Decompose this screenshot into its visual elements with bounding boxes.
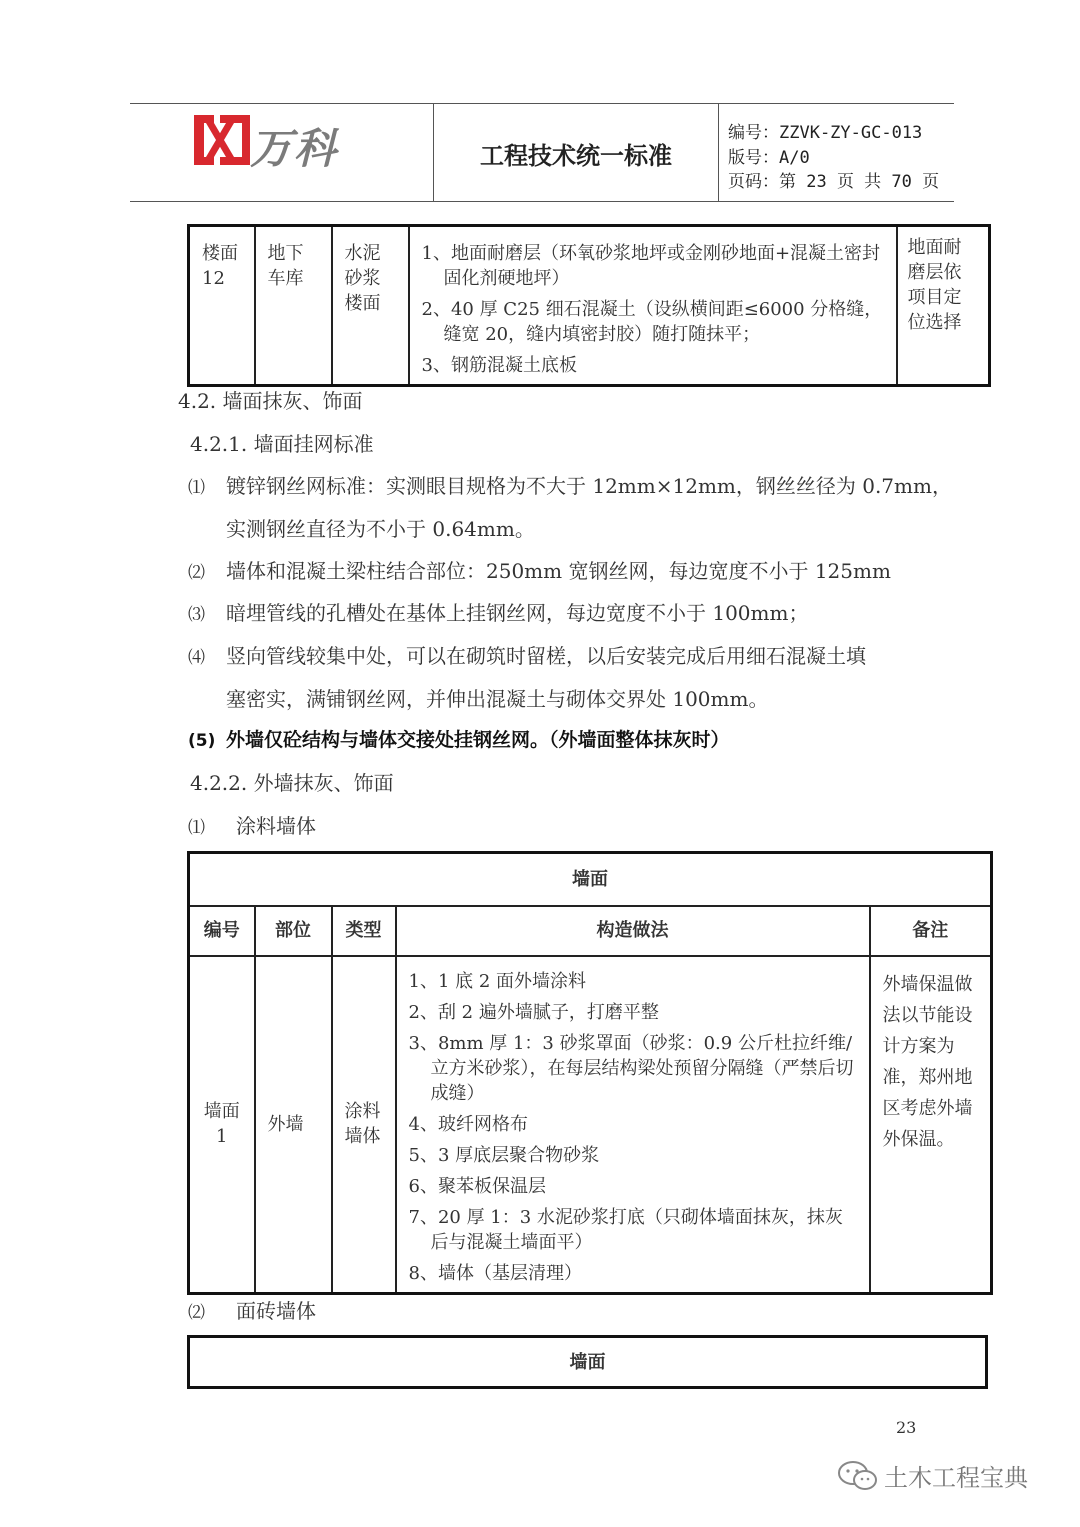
cell-no: 楼面 12 — [189, 226, 255, 386]
method-step: 2、刮 2 遍外墙腻子，打磨平整 — [408, 1001, 659, 1023]
column-header: 构造做法 — [396, 906, 870, 956]
list-text: 暗埋管线的孔槽处在基体上挂钢丝网，每边宽度不小于 100mm； — [226, 601, 809, 625]
list-number: (5) — [188, 731, 216, 751]
method-step: 3、钢筋混凝土底板 — [421, 355, 577, 376]
list-item — [188, 597, 808, 626]
list-item-bold — [188, 725, 730, 752]
column-header: 编号 — [189, 906, 255, 956]
vanke-logo-icon — [192, 113, 254, 167]
list-number: ⑴ — [188, 818, 205, 838]
list-text: 竖向管线较集中处，可以在砌筑时留槎，以后安装完成后用细石混凝土填 — [226, 644, 866, 668]
method-step: 3、8mm 厚 1：3 砂浆罩面（砂浆：0.9 公斤杜拉纤维/立方米砂浆），在每层结构梁处预留分隔缝（严禁后切成缝） — [408, 1032, 854, 1104]
list-item — [188, 470, 952, 499]
method-step: 4、玻纤网格布 — [408, 1113, 528, 1135]
column-header: 备注 — [870, 906, 992, 956]
header-top-rule — [130, 103, 954, 104]
list-number: ⑷ — [188, 648, 205, 668]
list-text: 墙体和混凝土梁柱结合部位：250mm 宽钢丝网，每边宽度不小于 125mm — [226, 559, 891, 583]
cell-method — [396, 956, 870, 1294]
list-item — [188, 640, 866, 669]
table-title: 墙面 — [189, 853, 992, 906]
cell-part: 地下 车库 — [255, 226, 332, 386]
doc-number: 编号：ZZVK-ZY-GC-013 — [728, 123, 923, 143]
wechat-icon — [836, 1458, 880, 1494]
subsection-title: 涂料墙体 — [236, 814, 316, 838]
table-title-row — [189, 1337, 987, 1388]
list-text: 外墙仅砼结构与墙体交接处挂钢丝网。（外墙面整体抹灰时） — [226, 729, 730, 751]
version: 版号：A/0 — [728, 148, 810, 168]
cell-note: 外墙保温做法以节能设计方案为准，郑州地区考虑外墙外保温。 — [870, 956, 992, 1294]
table-title-row — [189, 853, 992, 906]
cell-method — [409, 226, 897, 386]
subsection-title: 面砖墙体 — [236, 1299, 316, 1323]
column-header: 类型 — [332, 906, 396, 956]
method-step: 2、40 厚 C25 细石混凝土（设纵横间距≤6000 分格缝，缝宽 20，缝内填密封胶）随打随抹平； — [421, 299, 883, 345]
table-row — [189, 956, 992, 1294]
subsection-heading — [188, 810, 316, 839]
column-header: 部位 — [255, 906, 332, 956]
subsection-heading — [188, 1295, 316, 1324]
list-item — [188, 555, 891, 584]
cell-note: 地面耐 磨层依 项目定 位选择 — [897, 226, 990, 386]
method-step: 8、墙体（基层清理） — [408, 1262, 582, 1284]
method-step: 6、聚苯板保温层 — [408, 1175, 546, 1197]
table-row — [189, 226, 990, 386]
method-step: 1、1 底 2 面外墙涂料 — [408, 970, 587, 992]
page-info: 页码：第 23 页 共 70 页 — [728, 172, 940, 192]
page-number: 23 — [896, 1418, 917, 1437]
method-step: 1、地面耐磨层（环氧砂浆地坪或金刚砂地面+混凝土密封固化剂硬地坪） — [421, 243, 881, 289]
list-number: ⑵ — [188, 563, 205, 583]
cell-type: 水泥 砂浆 楼面 — [332, 226, 409, 386]
watermark: 土木工程宝典 — [884, 1464, 1028, 1492]
cell-part: 外墙 — [255, 956, 332, 1294]
tile-wall-table — [187, 1335, 988, 1389]
list-number: ⑴ — [188, 478, 205, 498]
table-title: 墙面 — [189, 1337, 987, 1388]
section-heading-4-2: 4.2. 墙面抹灰、饰面 — [178, 389, 363, 413]
method-step: 7、20 厚 1：3 水泥砂浆打底（只砌体墙面抹灰，抹灰后与混凝土墙面平） — [408, 1206, 843, 1253]
list-text-continued: 塞密实，满铺钢丝网，并伸出混凝土与砌体交界处 100mm。 — [226, 687, 769, 711]
header-bottom-rule — [130, 201, 954, 202]
section-heading-4-2-1: 4.2.1. 墙面挂网标准 — [190, 432, 374, 456]
list-number: ⑵ — [188, 1303, 205, 1323]
list-number: ⑶ — [188, 605, 205, 625]
wall-table — [187, 851, 993, 1295]
section-heading-4-2-2: 4.2.2. 外墙抹灰、饰面 — [190, 771, 394, 795]
floor-table — [187, 224, 991, 387]
list-text-continued: 实测钢丝直径为不小于 0.64mm。 — [226, 517, 535, 541]
header-divider — [718, 103, 719, 202]
table-header-row — [189, 906, 992, 956]
document-title: 工程技术统一标准 — [480, 142, 672, 170]
list-text: 镀锌钢丝网标准：实测眼目规格为不大于 12mm×12mm，钢丝丝径为 0.7mm， — [226, 474, 952, 498]
cell-type: 涂料 墙体 — [332, 956, 396, 1294]
logo-wordmark: 万科 — [250, 124, 339, 173]
cell-no: 墙面 1 — [189, 956, 255, 1294]
method-step: 5、3 厚底层聚合物砂浆 — [408, 1144, 600, 1166]
